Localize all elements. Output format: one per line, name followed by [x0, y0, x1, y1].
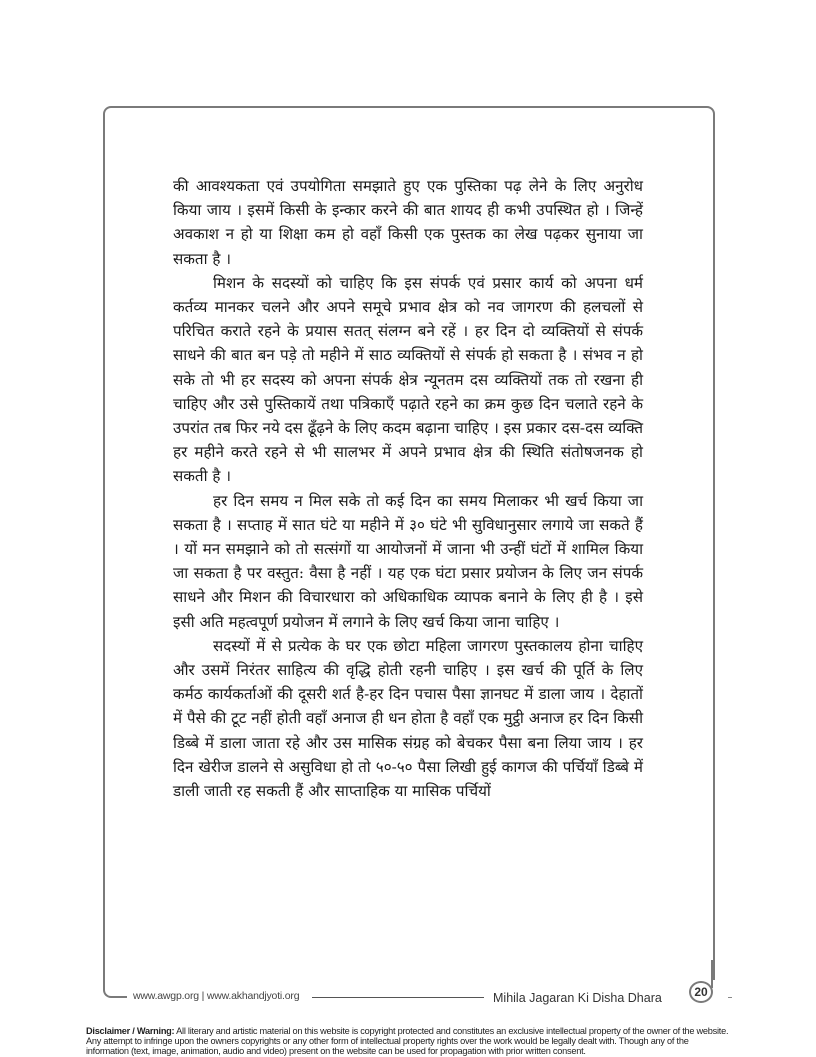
disclaimer-label: Disclaimer / Warning: — [86, 1026, 175, 1036]
footer-divider — [312, 997, 484, 998]
page-number-badge: 20 — [689, 981, 713, 1003]
footer-dash — [728, 997, 732, 998]
page-body — [173, 174, 643, 803]
paragraph-4: सदस्यों में से प्रत्येक के घर एक छोटा महिला जागरण पुस्तकालय होना चाहिए और उसमें निरंतर साहित्य की वृद्धि होती रहनी चाहिए । इस खर्च की पूर्ति के लिए कर्मठ कार्यकर्ताओं की दूसरी शर्त है-हर दिन पचास पैसा ज्ञानघट में डाला जाय । देहातों में पैसे की टूट नहीं होती वहाँ अनाज ही धन होता है वहाँ एक मुट्ठी अनाज हर दिन किसी डिब्बे में डाला जाता रहे और उस मासिक संग्रह को बेचकर पैसा बना लिया जाय । हर दिन खेरीज डालने से असुविधा हो तो ५०-५० पैसा लिखी हुई कागज की पर्चियाँ डिब्बे में डाली जाती रह सकती हैं और साप्ताहिक या मासिक पर्चियों — [173, 636, 643, 801]
footer-websites: www.awgp.org | www.akhandjyoti.org — [133, 990, 300, 1002]
paragraph-2: मिशन के सदस्यों को चाहिए कि इस संपर्क एवं प्रसार कार्य को अपना धर्म कर्तव्य मानकर चलने और अपने समूचे प्रभाव क्षेत्र को नव जागरण की हलचलों से परिचित कराते रहने के प्रयास सतत् संलग्न बने रहें । हर दिन दो व्यक्तियों से संपर्क साधने की बात बन पड़े तो महीने में साठ व्यक्तियों से संपर्क हो सकता है । संभव न हो सके तो भी हर सदस्य को अपना संपर्क क्षेत्र न्यूनतम दस व्यक्तियों तक तो रखना ही चाहिए और उसे पुस्तिकायें तथा पत्रिकाएँ पढ़ाते रहने का क्रम कुछ दिन चलाते रहने के उपरांत तब फिर नये दस ढूँढ़ने के लिए कदम बढ़ाना चाहिए । इस प्रकार दस-दस व्यक्ति हर महीने करते रहने से भी सालभर में अपने प्रभाव क्षेत्र की स्थिति संतोषजनक हो सकती है । — [173, 273, 643, 486]
disclaimer-text: All literary and artistic material on this website is copyright protected and constitutes an exclusive intellectual property of the owner of the website. Any attempt to infringe upon the owners copyrights or any other form of intellectual property rights over the work would be legally dealt with. Though any of the information (text, image, animation, audio and video) present on the website can be used for propagation with prior written consent. — [86, 1026, 729, 1057]
disclaimer — [86, 1026, 731, 1057]
footer-book-title: Mihila Jagaran Ki Disha Dhara — [493, 991, 662, 1005]
paragraph-3: हर दिन समय न मिल सके तो कई दिन का समय मिलाकर भी खर्च किया जा सकता है । सप्ताह में सात घंटे या महीने में ३० घंटे भी सुविधानुसार लगाये जा सकते हैं । यों मन समझाने को तो सत्संगों या आयोजनों में जाना भी उन्हीं घंटों में शामिल किया जा सकता है पर वस्तुत: वैसा है नहीं । यह एक घंटा प्रसार प्रयोजन के लिए जन संपर्क साधने और मिशन की विचारधारा को अधिकाधिक व्यापक बनाने के लिए ही है । इसे इसी अति महत्वपूर्ण प्रयोजन में लगाने के लिए खर्च किया जाना चाहिए । — [173, 491, 643, 631]
frame-bottom-left-corner — [103, 960, 127, 998]
paragraph-1: की आवश्यकता एवं उपयोगिता समझाते हुए एक पुस्तिका पढ़ लेने के लिए अनुरोध किया जाय । इसमें किसी के इन्कार करने की बात शायद ही कभी उपस्थित हो । जिन्हें अवकाश न हो या शिक्षा कम हो वहाँ किसी एक पुस्तक का लेख पढ़कर सुनाया जा सकता है । — [173, 177, 643, 268]
frame-right-stem — [711, 960, 713, 988]
